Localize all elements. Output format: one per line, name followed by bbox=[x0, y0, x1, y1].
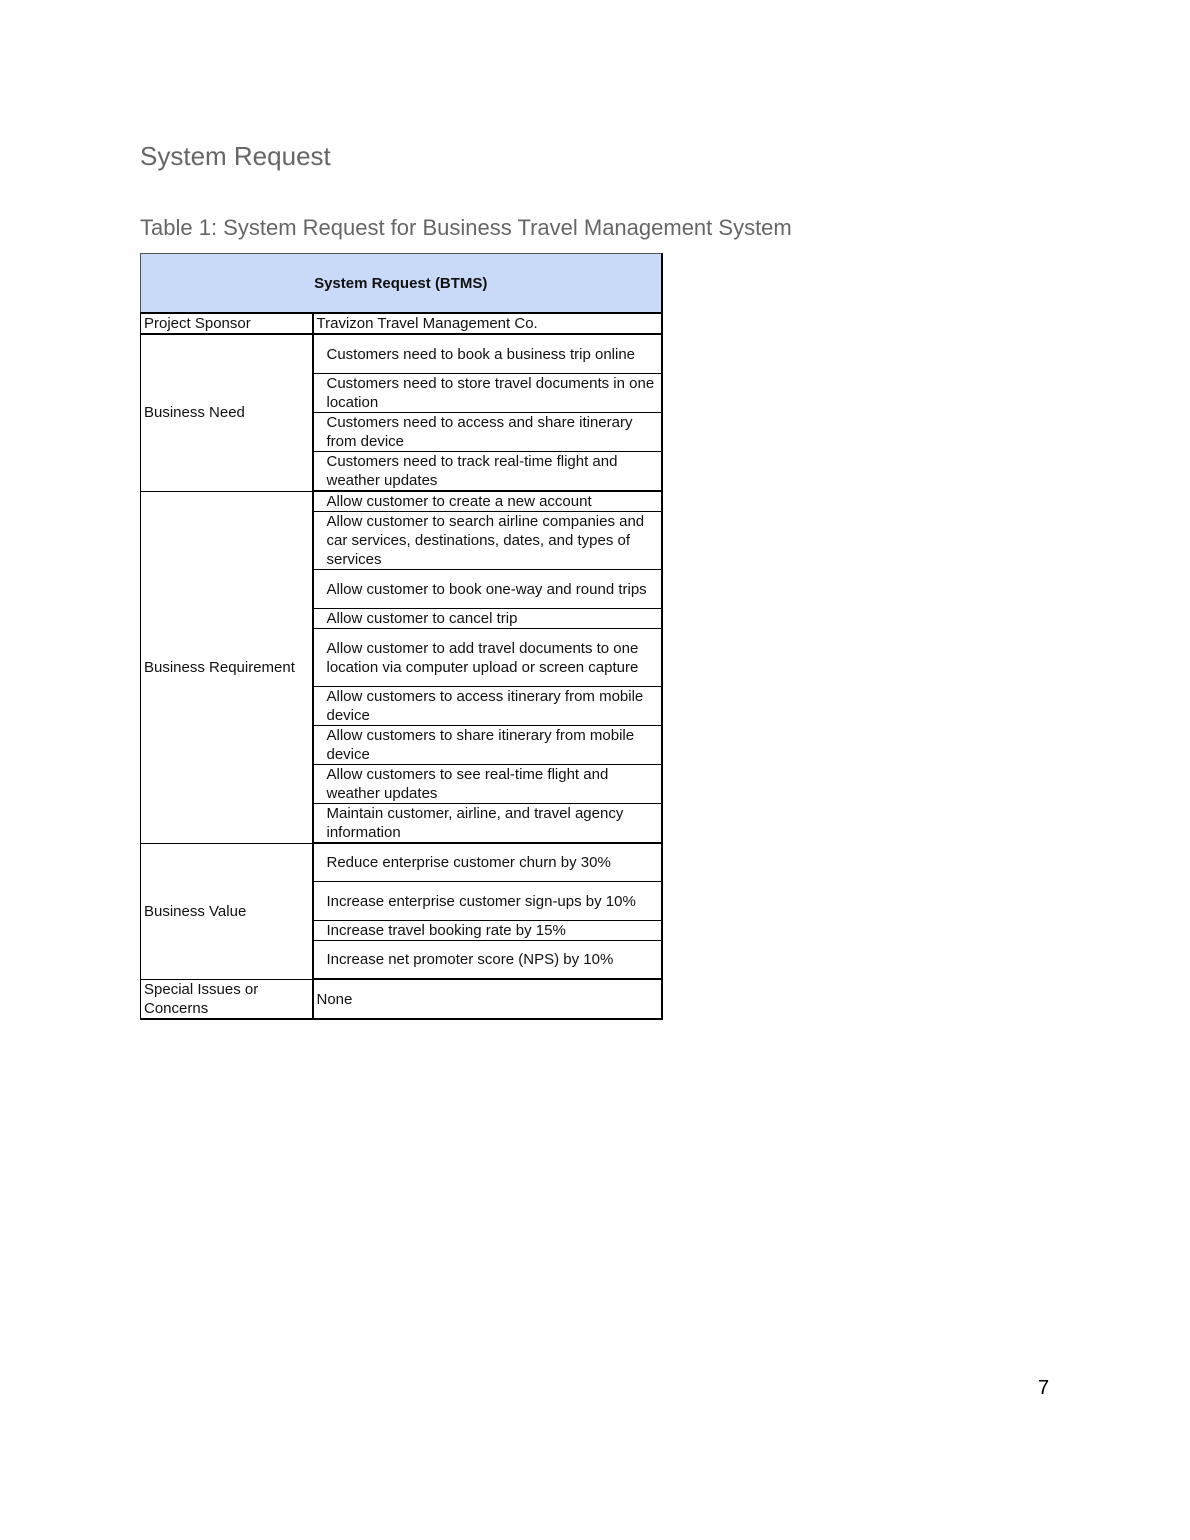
business-requirement-item: Allow customer to book one-way and round trips bbox=[313, 570, 662, 609]
table-header: System Request (BTMS) bbox=[141, 254, 662, 314]
special-issues-value: None bbox=[313, 979, 662, 1019]
business-need-item: Customers need to book a business trip online bbox=[313, 334, 662, 374]
table-row bbox=[141, 843, 662, 882]
business-requirement-item: Allow customers to share itinerary from mobile device bbox=[313, 726, 662, 765]
project-sponsor-label: Project Sponsor bbox=[141, 313, 313, 334]
table-row bbox=[141, 491, 662, 512]
project-sponsor-value: Travizon Travel Management Co. bbox=[313, 313, 662, 334]
table-header-row bbox=[141, 254, 662, 314]
business-requirement-item: Allow customer to search airline companies and car services, destinations, dates, and types of services bbox=[313, 512, 662, 570]
business-value-item: Increase net promoter score (NPS) by 10% bbox=[313, 941, 662, 980]
table-row bbox=[141, 313, 662, 334]
business-requirement-item: Allow customers to see real-time flight and weather updates bbox=[313, 765, 662, 804]
business-value-item: Reduce enterprise customer churn by 30% bbox=[313, 843, 662, 882]
business-requirement-item: Allow customers to access itinerary from mobile device bbox=[313, 687, 662, 726]
business-value-item: Increase enterprise customer sign-ups by 10% bbox=[313, 882, 662, 921]
business-need-item: Customers need to track real-time flight and weather updates bbox=[313, 452, 662, 492]
business-need-label: Business Need bbox=[141, 334, 313, 491]
table-caption: Table 1: System Request for Business Travel Management System bbox=[140, 215, 792, 240]
business-requirement-item: Maintain customer, airline, and travel agency information bbox=[313, 804, 662, 844]
business-requirement-label: Business Requirement bbox=[141, 491, 313, 843]
business-value-item: Increase travel booking rate by 15% bbox=[313, 921, 662, 941]
business-requirement-item: Allow customer to cancel trip bbox=[313, 609, 662, 629]
page-number: 7 bbox=[1038, 1377, 1050, 1399]
business-requirement-item: Allow customer to add travel documents to one location via computer upload or screen capture bbox=[313, 629, 662, 687]
system-request-table bbox=[140, 253, 663, 1020]
table-row bbox=[141, 979, 662, 1019]
business-value-label: Business Value bbox=[141, 843, 313, 979]
special-issues-label: Special Issues or Concerns bbox=[141, 979, 313, 1019]
table-row bbox=[141, 334, 662, 374]
business-need-item: Customers need to access and share itinerary from device bbox=[313, 413, 662, 452]
business-need-item: Customers need to store travel documents in one location bbox=[313, 374, 662, 413]
business-requirement-item: Allow customer to create a new account bbox=[313, 491, 662, 512]
page-heading: System Request bbox=[140, 141, 331, 171]
